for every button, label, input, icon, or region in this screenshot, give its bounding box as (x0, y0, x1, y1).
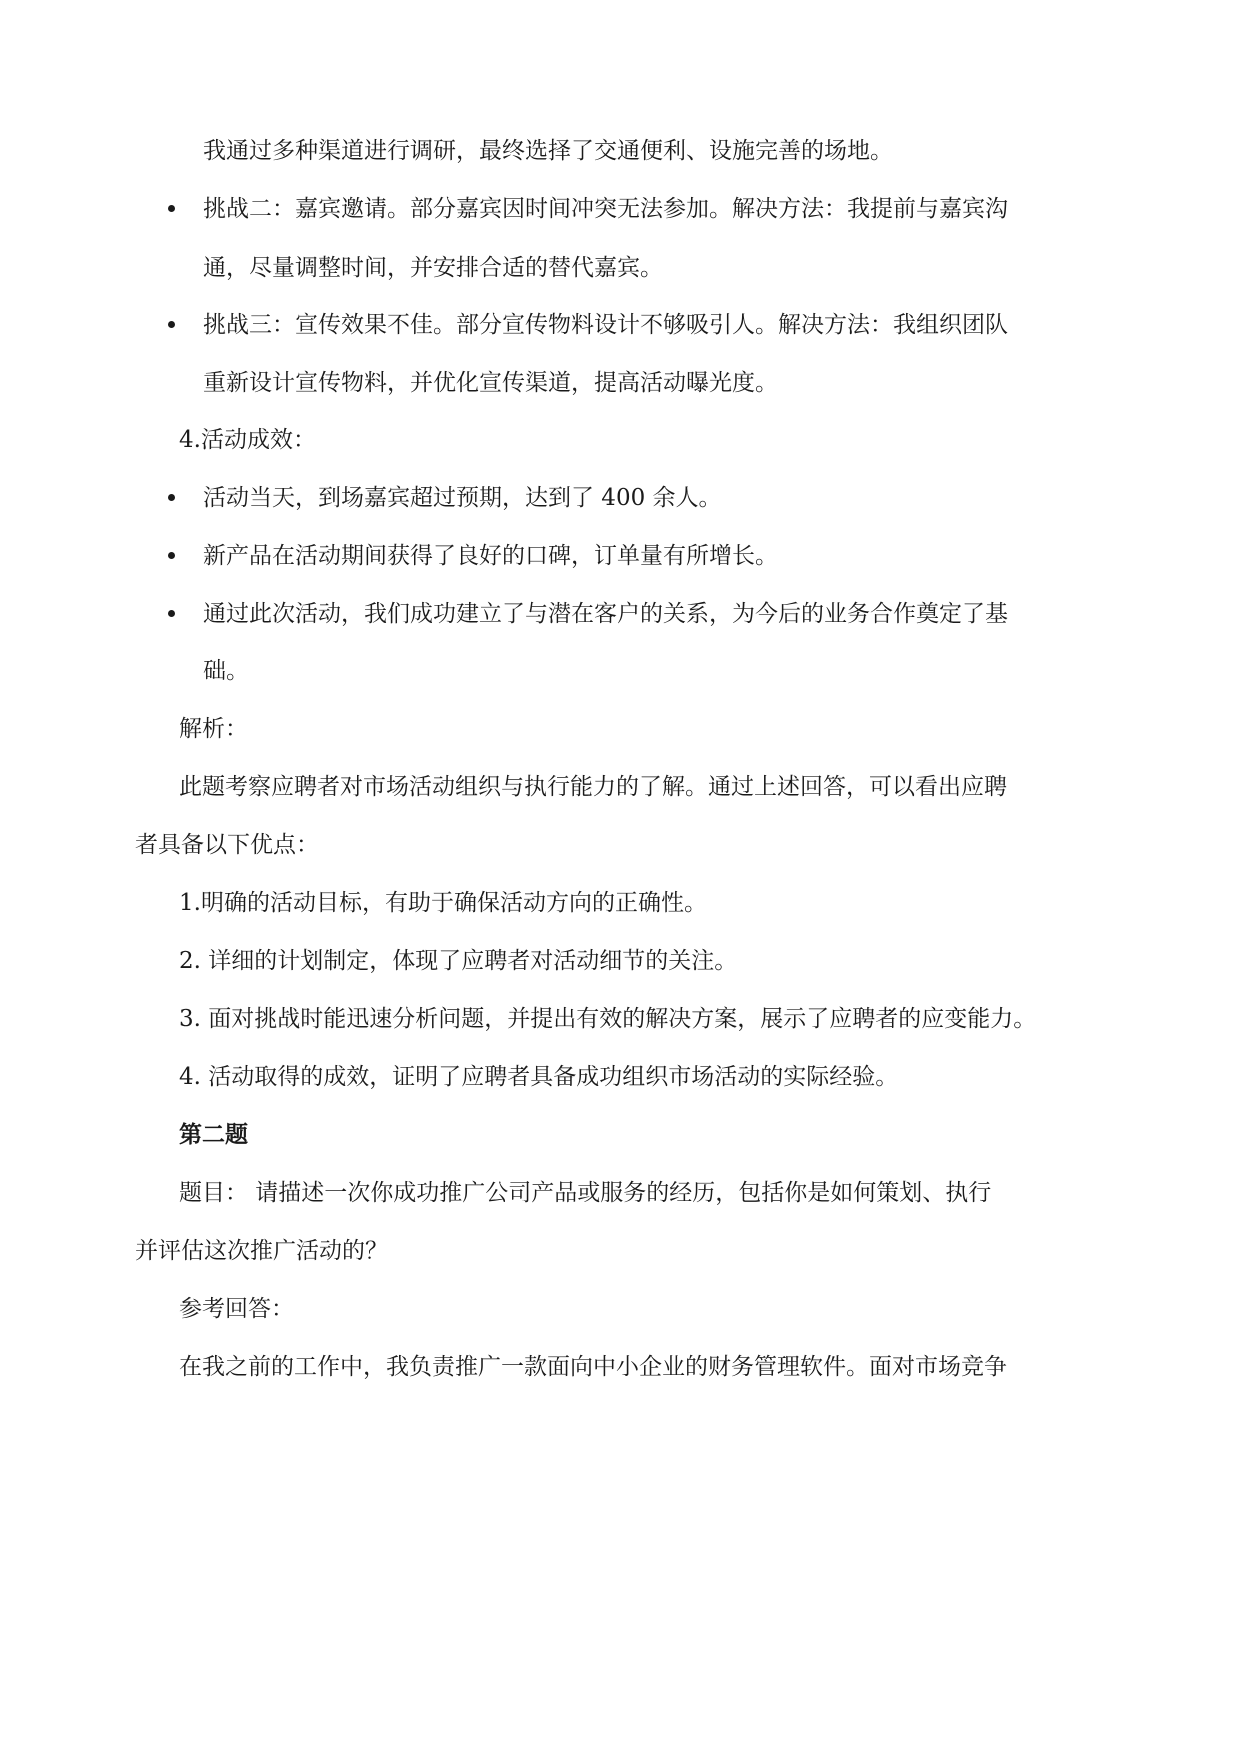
analysis-point-4: 4. 活动取得的成效，证明了应聘者具备成功组织市场活动的实际经验。 (179, 1064, 899, 1090)
reference-answer-text: 在我之前的工作中，我负责推广一款面向中小企业的财务管理软件。面对市场竞争 (179, 1354, 1007, 1380)
list-item-challenge-2: 挑战二：嘉宾邀请。部分嘉宾因时间冲突无法参加。解决方法：我提前与嘉宾沟 (203, 196, 1008, 222)
bullet-icon (168, 205, 175, 212)
bullet-icon (168, 494, 175, 501)
bullet-icon (168, 552, 175, 559)
paragraph-line: 我通过多种渠道进行调研，最终选择了交通便利、设施完善的场地。 (203, 138, 893, 164)
list-item-challenge-3: 挑战三：宣传效果不佳。部分宣传物料设计不够吸引人。解决方法：我组织团队 (203, 312, 1008, 338)
bullet-icon (168, 610, 175, 617)
list-item-result-1: 活动当天，到场嘉宾超过预期，达到了 400 余人。 (203, 485, 722, 511)
analysis-point-1: 1.明确的活动目标，有助于确保活动方向的正确性。 (179, 890, 707, 916)
list-item-result-2: 新产品在活动期间获得了良好的口碑，订单量有所增长。 (203, 543, 778, 569)
analysis-intro-continued: 者具备以下优点： (135, 832, 319, 858)
analysis-point-3: 3. 面对挑战时能迅速分析问题，并提出有效的解决方案，展示了应聘者的应变能力。 (179, 1006, 1037, 1032)
analysis-heading: 解析： (179, 716, 248, 742)
results-heading: 4.活动成效： (179, 427, 316, 453)
question-2-title: 第二题 (179, 1121, 248, 1148)
reference-answer-heading: 参考回答： (179, 1296, 294, 1322)
analysis-point-2: 2. 详细的计划制定，体现了应聘者对活动细节的关注。 (179, 948, 738, 974)
list-item-challenge-2-continued: 通，尽量调整时间，并安排合适的替代嘉宾。 (203, 255, 663, 281)
list-item-challenge-3-continued: 重新设计宣传物料，并优化宣传渠道，提高活动曝光度。 (203, 370, 778, 396)
bullet-icon (168, 321, 175, 328)
analysis-intro: 此题考察应聘者对市场活动组织与执行能力的了解。通过上述回答，可以看出应聘 (179, 774, 1007, 800)
question-2-prompt-continued: 并评估这次推广活动的？ (135, 1238, 388, 1264)
list-item-result-3: 通过此次活动，我们成功建立了与潜在客户的关系，为今后的业务合作奠定了基 (203, 601, 1008, 627)
list-item-result-3-continued: 础。 (203, 658, 249, 684)
question-2-prompt: 题目： 请描述一次你成功推广公司产品或服务的经历，包括你是如何策划、执行 (179, 1180, 992, 1206)
